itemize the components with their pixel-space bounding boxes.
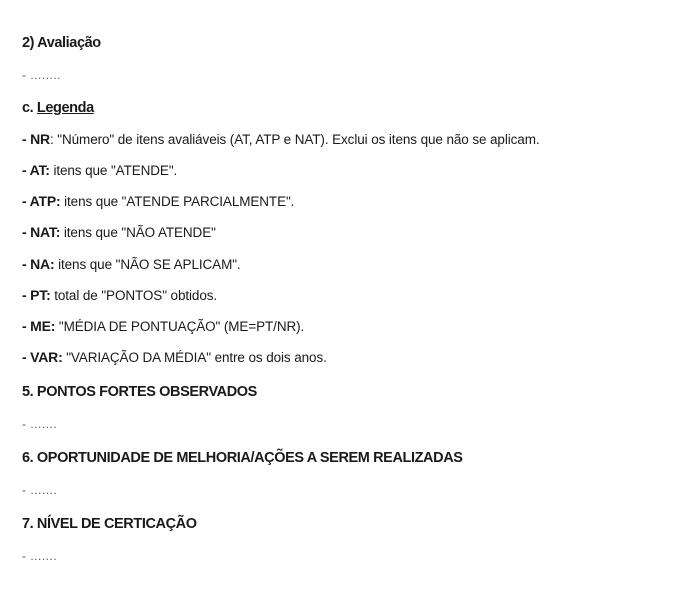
- legend-title: Legenda: [36, 100, 94, 116]
- legend-description: itens que "ATENDE PARCIALMENTE".: [64, 194, 295, 209]
- section-5-placeholder: - .......: [22, 417, 58, 431]
- legend-item-nat: [22, 223, 216, 242]
- legend-separator: :: [49, 132, 58, 147]
- legend-item-na: [22, 255, 241, 274]
- legend-term: - NR: [22, 131, 50, 147]
- legend-item-at: [22, 161, 177, 180]
- section-6-placeholder: - .......: [22, 483, 58, 497]
- legend-term: - ME:: [22, 318, 56, 334]
- legend-item-var: [22, 348, 327, 367]
- legend-item-pt: [22, 286, 217, 305]
- legend-term: - VAR:: [22, 349, 63, 365]
- section-7-placeholder: - .......: [22, 549, 58, 563]
- section-5-title: 5. PONTOS FORTES OBSERVADOS: [22, 384, 257, 400]
- legend-item-nr: [22, 130, 540, 149]
- legend-description: total de "PONTOS" obtidos.: [54, 288, 218, 303]
- section-6-title: 6. OPORTUNIDADE DE MELHORIA/AÇÕES A SEREM REALIZADAS: [22, 450, 463, 466]
- legend-term: - NAT:: [22, 224, 61, 240]
- legend-term: - AT:: [22, 162, 50, 178]
- section-2-title: 2) Avaliação: [22, 35, 101, 51]
- legend-description: "Número" de itens avaliáveis (AT, ATP e NAT). Exclui os itens que não se aplicam.: [57, 132, 540, 147]
- legend-heading: [22, 99, 94, 117]
- section-7-title: 7. NÍVEL DE CERTICAÇÃO: [22, 516, 197, 532]
- legend-prefix: c.: [22, 100, 37, 116]
- legend-description: "VARIAÇÃO DA MÉDIA" entre os dois anos.: [66, 350, 327, 365]
- legend-term: - PT:: [22, 287, 51, 303]
- legend-term: - NA:: [22, 256, 55, 272]
- legend-item-me: [22, 317, 304, 336]
- legend-description: "MÉDIA DE PONTUAÇÃO" (ME=PT/NR).: [58, 319, 305, 334]
- legend-term: - ATP:: [22, 193, 61, 209]
- legend-description: itens que "NÃO SE APLICAM".: [58, 257, 241, 272]
- legend-description: itens que "ATENDE".: [53, 163, 178, 178]
- section-2-placeholder: - ........: [22, 68, 62, 82]
- legend-item-atp: [22, 192, 294, 211]
- legend-description: itens que "NÃO ATENDE": [63, 225, 216, 240]
